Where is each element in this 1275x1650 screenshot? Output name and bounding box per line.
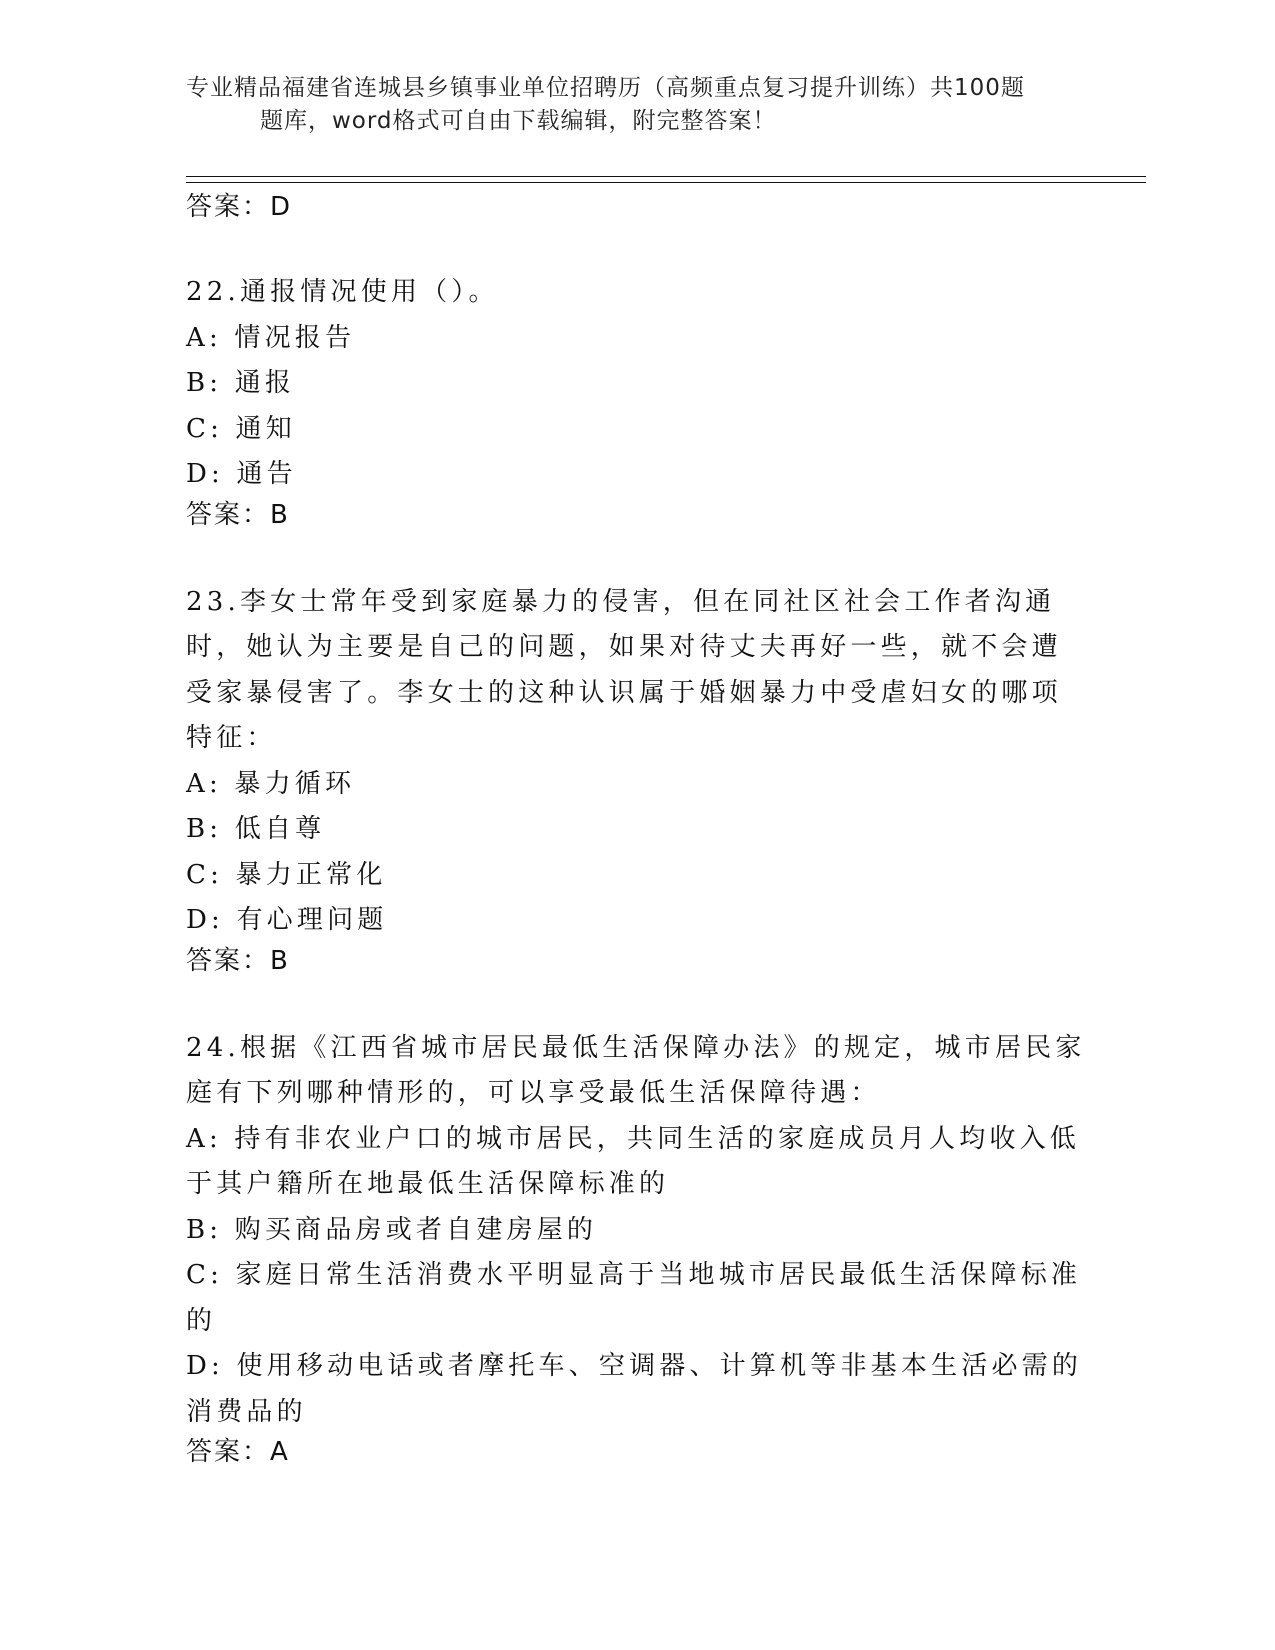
- question-24: [186, 1026, 1086, 1470]
- answer-label: 答案：: [186, 1437, 271, 1467]
- option-b: B: 购买商品房或者自建房屋的: [186, 1214, 598, 1245]
- answer-label: 答案：: [186, 499, 271, 530]
- option-d: D: 通告: [186, 459, 297, 489]
- option-b: B: 低自尊: [186, 814, 326, 844]
- prev-answer: [186, 190, 1086, 224]
- answer-value: A: [270, 1437, 289, 1467]
- option-d: D: 有心理问题: [186, 905, 388, 935]
- answer: [186, 1435, 1086, 1469]
- question-22: [186, 270, 1086, 532]
- answer-value: D: [270, 192, 292, 222]
- question-text: 22.通报情况使用（）。: [186, 277, 499, 307]
- question-text: 23.李女士常年受到家庭暴力的侵害，但在同社区社会工作者沟通时，她认为主要是自己的问题，如果对待丈夫再好一些，就不会遭受家暴侵害了。李女士的这种认识属于婚姻暴力中受虐妇女的哪项特征：: [186, 586, 1062, 753]
- header-line-1: 专业精品福建省连城县乡镇事业单位招聘历（高频重点复习提升训练）共100题: [186, 75, 1025, 101]
- option-c: C: 暴力正常化: [186, 859, 387, 890]
- header-line-2: 题库，word格式可自由下载编辑，附完整答案！: [260, 108, 777, 134]
- answer-label: 答案：: [186, 945, 271, 976]
- option-d: D: 使用移动电话或者摩托车、空调器、计算机等非基本生活必需的消费品的: [186, 1351, 1083, 1427]
- option-c: C: 通知: [186, 413, 296, 444]
- option-a: A: 情况报告: [186, 322, 356, 353]
- answer: [186, 498, 1086, 532]
- question-content: [186, 190, 1086, 1469]
- question-23: [186, 580, 1086, 978]
- option-b: B: 通报: [186, 368, 296, 398]
- answer: [186, 944, 1086, 978]
- option-a: A: 持有非农业户口的城市居民，共同生活的家庭成员月人均收入低于其户籍所在地最低生活保障标准的: [186, 1123, 1081, 1199]
- question-text: 24.根据《江西省城市居民最低生活保障办法》的规定，城市居民家庭有下列哪种情形的，可以享受最低生活保障待遇：: [186, 1032, 1086, 1108]
- header-divider-bottom: [186, 182, 1146, 183]
- answer-label: 答案：: [186, 192, 271, 222]
- page-header: [186, 72, 1066, 138]
- option-c: C: 家庭日常生活消费水平明显高于当地城市居民最低生活保障标准的: [186, 1260, 1082, 1336]
- answer-value: B: [270, 945, 289, 976]
- option-a: A: 暴力循环: [186, 768, 356, 799]
- header-divider-top: [186, 176, 1146, 177]
- answer-value: B: [270, 499, 289, 530]
